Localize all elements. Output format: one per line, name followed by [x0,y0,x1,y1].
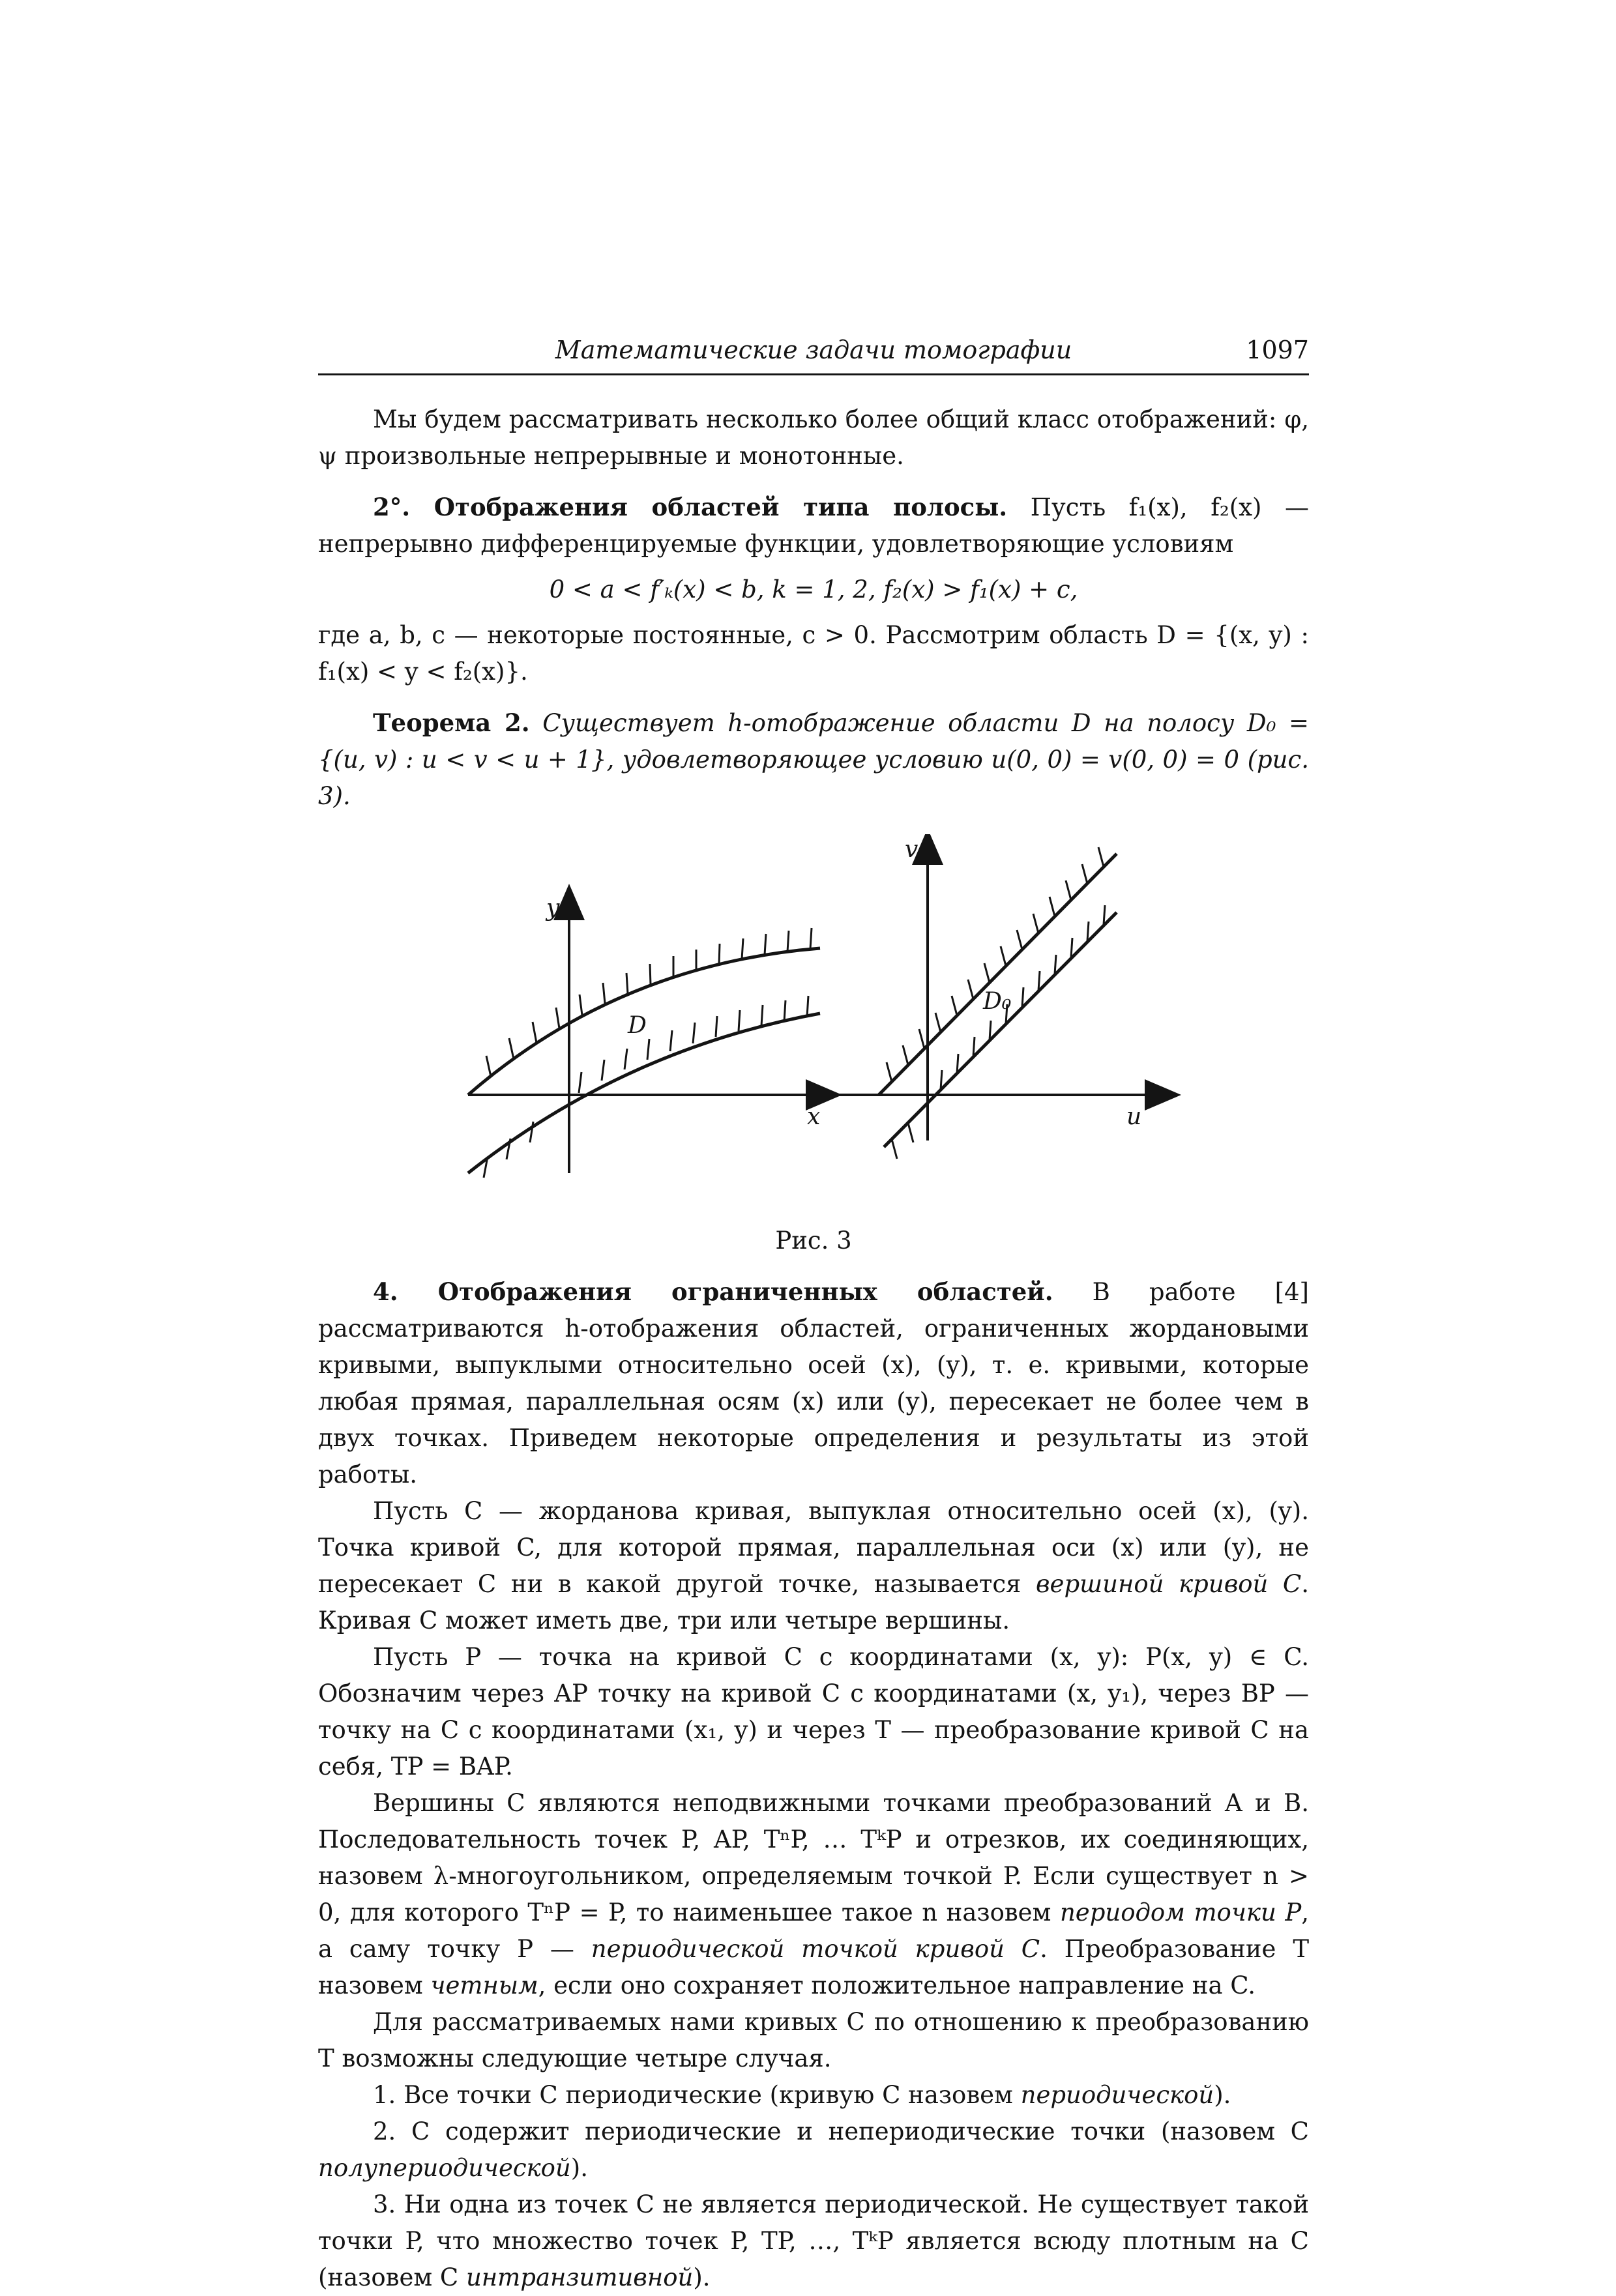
section-4-paragraph [318,1273,1309,1493]
figure-3 [318,834,1309,1219]
label-x: x [807,1103,821,1130]
text-run: 1. Все точки C периодические (кривую C назовем [373,2081,1013,2109]
theorem-label: Теорема 2. [373,708,530,737]
text-run: 3. Ни одна из точек C не является периодической. Не существует такой точки P, что множество точек P, TP, …, TᵏP является всюду плотным на C (назовем C [318,2190,1309,2291]
left-plot [468,899,827,1178]
text-run: , а саму точку P — [318,1898,1310,1963]
text-run: , если оно сохраняет положительное направление на C. [538,1971,1256,1999]
term-intransitive: интранзитивной [465,2263,694,2291]
text-run: Пусть C — жорданова кривая, выпуклая относительно осей (x), (y). Точка кривой C, для которой прямая, параллельная оси (x) или (y), не пересекает C ни в какой другой точке, называется [318,1497,1309,1598]
label-D: D [628,1012,647,1039]
term-semiperiodic: полупериодической [318,2154,571,2182]
case-1 [318,2077,1309,2114]
section-2-after-formula: где a, b, c — некоторые постоянные, c > 0. Рассмотрим область D = {(x, y) : f₁(x) < y < f₂(x)}. [318,621,1309,686]
text-run: ). [1214,2081,1231,2109]
figure-caption: Рис. 3 [775,1227,852,1255]
label-u: u [1126,1103,1142,1130]
running-header [318,336,1309,375]
label-D0: D₀ [983,988,1012,1015]
conditions-formula: 0 < a < f′ₖ(x) < b, k = 1, 2, f₂(x) > f₁(x) + c, [549,575,1078,603]
section-2-heading: 2°. Отображения областей типа полосы. [373,493,1008,521]
text-run: . Кривая C может иметь две, три или четыре вершины. [318,1570,1310,1635]
label-y: y [546,895,560,922]
term-periodic-point: периодической точкой кривой C [591,1935,1040,1963]
page [318,336,1309,2296]
paragraph-vertices [318,1785,1309,2004]
running-title: Математические задачи томографии [555,336,1072,364]
term-periodic: периодической [1020,2081,1214,2109]
case-2 [318,2114,1309,2187]
figure-3-drawing [318,834,1309,1219]
text-run: Вершины C являются неподвижными точками преобразований A и B. Последовательность точек P, AP, TⁿP, … TᵏP и отрезков, их соединяющих, назовем λ-многоугольником, определяемым точкой P. Если существует n > 0, для которого TⁿP = P, то наименьшее такое n назовем [318,1789,1309,1926]
text-run: . Преобразование T назовем [318,1935,1309,1999]
section-2-paragraph [318,489,1309,562]
term-period: периодом точки P [1059,1898,1302,1926]
case-3 [318,2187,1309,2296]
section-4-heading: 4. Отображения ограниченных областей. [373,1277,1053,1306]
theorem-text: Существует h-отображение области D на полосу D₀ = {(u, v) : u < v < u + 1}, удовлетворяющее условию u(0, 0) = v(0, 0) = 0 (рис. 3). [318,709,1309,810]
page-number: 1097 [1246,336,1309,364]
text-run: ). [570,2154,588,2182]
hatching-upper-left [486,928,812,1077]
text-run: 2. C содержит периодические и непериодические точки (назовем C [373,2117,1309,2145]
hatching-upper-right [887,847,1104,1082]
paragraph-general-class: Мы будем рассматривать несколько более общий класс отображений: φ, ψ произвольные непрерывные и монотонные. [318,405,1309,470]
term-vertex: вершиной кривой C [1036,1570,1302,1598]
theorem-2 [318,705,1309,815]
section-4-text: В работе [4] рассматриваются h-отображения областей, ограниченных жордановыми кривыми, выпуклыми относительно осей (x), (y), т. е. кривыми, которые любая прямая, параллельная осям (x) или (y), пересекает не более чем в двух точках. Приведем некоторые определения и результаты из этой работы. [318,1278,1309,1489]
text-run: ). [693,2263,711,2291]
section-2-text: Пусть f₁(x), f₂(x) — непрерывно дифференцируемые функции, удовлетворяющие условиям [318,493,1309,558]
paragraph-jordan-curve [318,1493,1309,1639]
paragraph-point-p: Пусть P — точка на кривой C с координатами (x, y): P(x, y) ∈ C. Обозначим через AP точку на кривой C с координатами (x, y₁), через BP — точку на C с координатами (x₁, y) и через T — преобразование кривой C на себя, TP = BAP. [318,1643,1309,1780]
paragraph-cases-intro: Для рассматриваемых нами кривых C по отношению к преобразованию T возможны следующие четыре случая. [318,2008,1309,2072]
label-v: v [905,836,918,863]
term-even: четным [430,1971,538,1999]
line-v-eq-u-plus-1 [879,854,1117,1095]
